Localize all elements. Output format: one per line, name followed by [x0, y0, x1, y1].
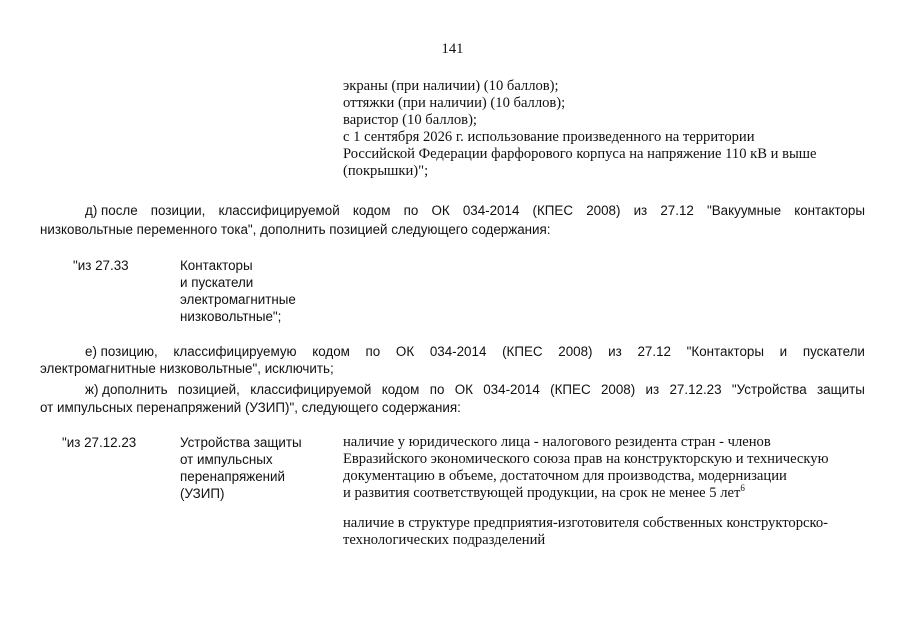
word: кодом [312, 344, 350, 359]
name-line: и пускатели [180, 275, 254, 290]
insert-2-requirement-2 [343, 515, 828, 549]
word: 27.12 [637, 344, 671, 359]
insert-1-code: "из 27.33 [73, 258, 129, 273]
requirement-line [343, 485, 829, 502]
word: ОК [395, 344, 415, 359]
item-d-line2: низковольтные переменного тока", дополнить позицией следующего содержания: [40, 222, 551, 237]
item-e-line1 [85, 343, 865, 360]
word: контакторы [794, 203, 865, 218]
word: по [365, 344, 381, 359]
insert-2-name [180, 434, 302, 502]
word: ОК [431, 203, 450, 218]
name-line: от импульсных [180, 452, 273, 467]
name-line: низковольтные"; [180, 309, 282, 324]
word: 2008) [586, 203, 621, 218]
name-line: Контакторы [180, 258, 253, 273]
word: ж) дополнить [85, 382, 168, 397]
word: кодом [352, 203, 391, 218]
word: защиты [817, 382, 865, 397]
requirement-line: технологических подразделений [343, 532, 546, 548]
requirement-line: документацию в объеме, достаточном для производства, модернизации [343, 468, 787, 484]
item-zh-line2: от импульсных перенапряжений (УЗИП)", следующего содержания: [40, 400, 461, 415]
insert-2-code: "из 27.12.23 [62, 435, 137, 450]
list-line: экраны (при наличии) (10 баллов); [343, 78, 559, 94]
word: по [403, 203, 419, 218]
word: из [645, 382, 660, 397]
word: 034-2014 [483, 382, 540, 397]
name-line: электромагнитные [180, 292, 296, 307]
word: (КПЕС [502, 344, 543, 359]
word: по [429, 382, 445, 397]
name-line: (УЗИП) [180, 486, 225, 501]
word: 27.12 [660, 203, 694, 218]
word: 27.12.23 [669, 382, 722, 397]
word: д) после [85, 203, 138, 218]
name-line: Устройства защиты [180, 435, 302, 450]
word: ОК [454, 382, 473, 397]
requirement-line: наличие в структуре предприятия-изготовителя собственных конструкторско- [343, 515, 829, 531]
list-line: варистор (10 баллов); [343, 112, 477, 128]
word: (КПЕС [532, 203, 574, 218]
word: и [779, 344, 788, 359]
list-line: Российской Федерации фарфорового корпуса на напряжение 110 кВ и выше [343, 146, 817, 162]
word: классифицируемой [250, 382, 372, 397]
word: 034-2014 [462, 203, 520, 218]
requirement-line: наличие у юридического лица - налогового резидента стран - членов [343, 434, 771, 450]
requirement-text: и развития соответствующей продукции, на срок не менее 5 лет [343, 485, 741, 501]
name-line: перенапряжений [180, 469, 285, 484]
word: (КПЕС [550, 382, 591, 397]
word: "Вакуумные [707, 203, 782, 218]
word: "Устройства [731, 382, 807, 397]
continued-list [343, 78, 817, 180]
word: е) позицию, [85, 344, 158, 359]
word: кодом [381, 382, 420, 397]
item-zh-line1 [85, 381, 865, 398]
word: 2008) [600, 382, 636, 397]
word: классифицируемую [173, 344, 297, 359]
word: классифицируемой [218, 203, 340, 218]
item-e-line2: электромагнитные низковольтные", исключить; [40, 361, 334, 376]
word: из [633, 203, 648, 218]
list-line: оттяжки (при наличии) (10 баллов); [343, 95, 566, 111]
word: позиции, [150, 203, 206, 218]
list-line: (покрышки)"; [343, 163, 429, 179]
list-line: с 1 сентября 2026 г. использование произведенного на территории [343, 129, 755, 145]
word: 034-2014 [429, 344, 487, 359]
word: из [608, 344, 622, 359]
word: пускатели [802, 344, 865, 359]
insert-1-name [180, 257, 296, 325]
item-d-line1 [85, 202, 865, 219]
requirement-line: Евразийского экономического союза прав на конструкторскую и техническую [343, 451, 829, 467]
word: "Контакторы [686, 344, 764, 359]
insert-2-requirement-1 [343, 434, 829, 502]
page-number: 141 [441, 41, 464, 57]
footnote-mark: 6 [740, 483, 745, 494]
word: 2008) [558, 344, 593, 359]
word: позицией, [177, 382, 240, 397]
